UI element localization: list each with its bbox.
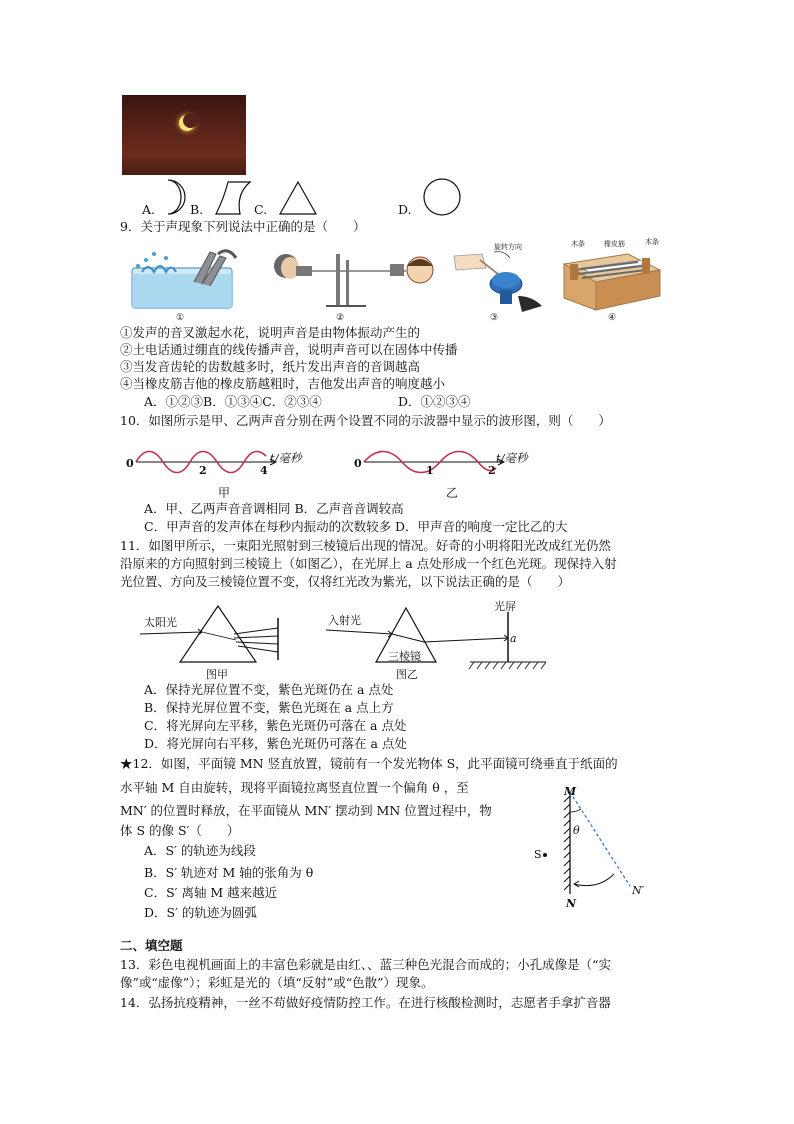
q9-img2-label: ② (336, 313, 345, 323)
q12-stem-line-4: 体 S 的像 S′（ ） (120, 823, 240, 838)
q12-stem-line-1: ★12．如图，平面镜 MN 竖直放置，镜前有一个发光物体 S，此平面镜可绕垂直于纸面的 (120, 756, 618, 771)
crescent-shape-icon (162, 178, 192, 216)
q12-option-c: C．S′ 离轴 M 越来越近 (144, 885, 278, 900)
q11-figure-b-incident-label: 入射光 (328, 614, 361, 627)
q12-option-d: D．S′ 的轨迹为圆弧 (144, 905, 257, 920)
q9-statement-1: ①发声的音叉激起水花，说明声音是由物体振动产生的 (120, 325, 421, 340)
q9-stem: 9．关于声现象下列说法中正确的是（ ） (120, 219, 366, 234)
q11-figure-b-screen-label: 光屏 (494, 600, 516, 613)
q11-option-d: D．将光屏向右平移，紫色光斑仍可落在 a 点处 (144, 736, 407, 751)
q10-stem: 10．如图所示是甲、乙两声音分别在两个设置不同的示波器中显示的波形图，则（ ） (120, 413, 611, 428)
q10-options-ab: A．甲、乙两声音音调相同 B．乙声音音调较高 (144, 501, 404, 516)
q10-options-cd: C．甲声音的发声体在每秒内振动的次数较多 D．甲声音的响度一定比乙的大 (144, 519, 568, 534)
q10-right-axis-label: t/毫秒 (496, 451, 528, 465)
q11-option-a: A．保持光屏位置不变，紫色光斑仍在 a 点处 (144, 682, 394, 697)
eclipse-photo (122, 95, 246, 175)
q9-tuning-fork-water-figure (124, 244, 242, 314)
q11-option-c: C．将光屏向左平移，紫色光斑仍可落在 a 点处 (144, 718, 407, 733)
q10-left-tick-2: 2 (199, 464, 207, 477)
q10-right-tick-2: 2 (488, 464, 496, 477)
q10-left-tick-4: 4 (260, 464, 268, 477)
q8-option-c: C. (254, 202, 268, 217)
q9-img4-wood-left-label: 木条 (571, 240, 585, 248)
q9-string-telephone-figure (266, 246, 442, 312)
section-title-fill-in: 二、填空题 (120, 938, 183, 953)
q9-img4-label: ④ (608, 313, 617, 323)
q9-statement-2: ②土电话通过绷直的线传播声音，说明声音可以在固体中传播 (120, 342, 458, 357)
q9-img3-label: ③ (490, 313, 499, 323)
q9-img4-wood-right-label: 木条 (645, 238, 659, 246)
q12-fig-np-label: N′ (632, 884, 645, 897)
q8-option-b: B. (190, 202, 204, 217)
q11-stem-line-3: 光位置、方向及三棱镜位置不变，仅将红光改为紫光，以下说法正确的是（ ） (120, 574, 571, 589)
q13-line-2: 像”或“虚像”）；彩虹是光的（填“反射”或“色散”）现象。 (120, 975, 434, 990)
q11-figure-b-point-a-label: a (510, 632, 517, 645)
q10-left-origin: 0 (126, 457, 134, 470)
q12-fig-n-label: N (566, 897, 577, 910)
q11-option-b: B．保持光屏位置不变，紫色光斑在 a 点上方 (144, 700, 394, 715)
q8-option-d: D. (398, 202, 412, 217)
q13-line-1: 13．彩色电视机画面上的丰富色彩就是由红、、蓝三种色光混合而成的；小孔成像是（“实 (120, 957, 612, 972)
q9-img4-rubber-label: 橡皮筋 (604, 240, 625, 248)
q12-stem-line-3: MN′ 的位置时释放，在平面镜从 MN′ 摆动到 MN 位置过程中，物 (120, 803, 492, 818)
q9-img3-direction-label: 旋转方向 (494, 243, 522, 251)
q14-line-1: 14．弘扬抗疫精神，一丝不苟做好疫情防控工作。在进行核酸检测时，志愿者手拿扩音器 (120, 995, 611, 1010)
q12-mirror-figure (530, 782, 670, 912)
q9-img1-label: ① (176, 313, 185, 323)
curved-quad-shape-icon (212, 180, 252, 216)
q12-fig-theta-label: θ (573, 824, 580, 837)
q12-fig-s-label: S (534, 848, 542, 861)
q9-statement-3: ③当发音齿轮的齿数越多时，纸片发出声音的音调越高 (120, 359, 421, 374)
q10-right-caption: 乙 (446, 486, 459, 500)
q11-figure-a-caption: 图甲 (206, 668, 228, 681)
q10-right-origin: 0 (354, 457, 362, 470)
q11-figure-b-prism-label: 三棱镜 (388, 650, 421, 663)
q10-right-tick-1: 1 (426, 464, 434, 477)
q10-waveform-left (126, 444, 336, 492)
circle-shape-icon (422, 177, 462, 217)
q9-gear-card-figure (452, 250, 544, 312)
triangle-shape-icon (278, 180, 318, 216)
q11-stem-line-1: 11．如图甲所示，一束阳光照射到三棱镜后出现的情况。好奇的小明将阳光改成红光仍然 (120, 538, 611, 553)
q11-figure-a-sunlight-label: 太阳光 (144, 616, 177, 629)
q9-options-abc: A．①②③B．①③④C．②③④ (144, 394, 322, 409)
q9-statement-4: ④当橡皮筋吉他的橡皮筋越粗时，吉他发出声音的响度越小 (120, 376, 446, 391)
q12-option-a: A．S′ 的轨迹为线段 (144, 843, 256, 858)
q9-rubber-band-guitar-figure (558, 248, 664, 314)
q10-left-caption: 甲 (218, 486, 231, 500)
q10-left-axis-label: t/毫秒 (270, 451, 302, 465)
q9-option-d: D．①②③④ (398, 394, 471, 409)
q11-figure-b-caption: 图乙 (396, 668, 418, 681)
q12-option-b: B．S′ 轨迹对 M 轴的张角为 θ (144, 865, 314, 880)
q8-option-a: A. (142, 202, 156, 217)
q11-stem-line-2: 沿原来的方向照射到三棱镜上（如图乙），在光屏上 a 点处形成一个红色光斑。现保持入射 (120, 556, 617, 571)
q12-stem-line-2: 水平轴 M 自由旋转，现将平面镜拉离竖直位置一个偏角 θ ，至 (120, 780, 469, 795)
q12-fig-m-label: M (564, 785, 577, 798)
